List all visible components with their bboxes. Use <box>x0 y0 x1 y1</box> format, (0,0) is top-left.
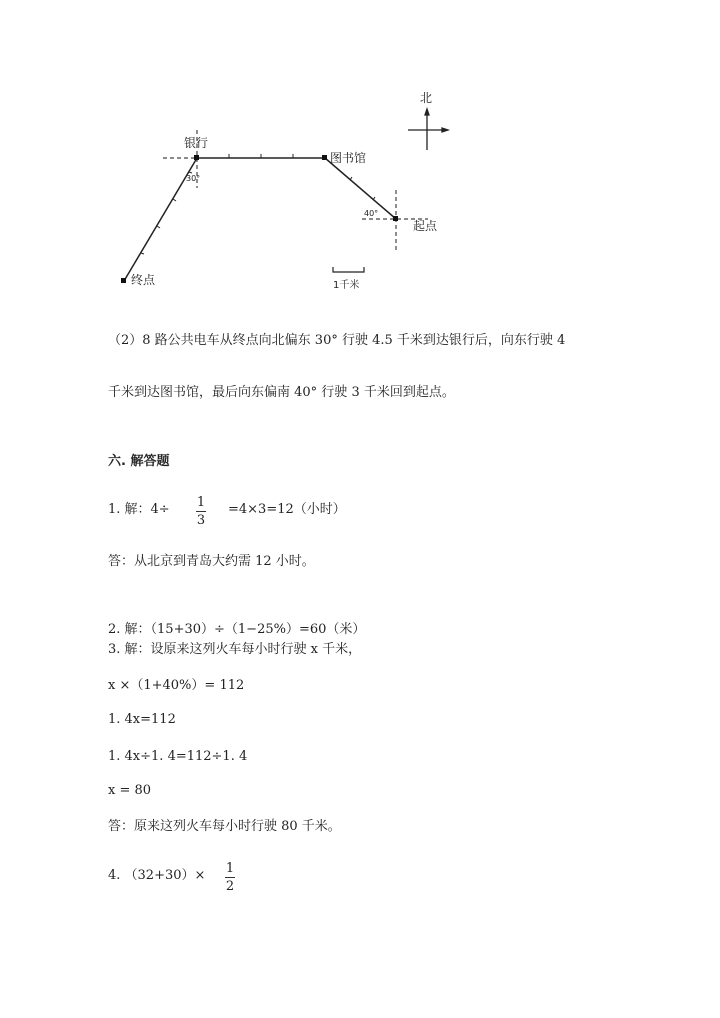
q4-frac-num: 1 <box>225 861 235 876</box>
section-heading: 六. 解答题 <box>108 454 170 469</box>
scale-label: 1千米 <box>333 280 360 291</box>
q1-suffix: =4×3=12（小时） <box>228 502 346 517</box>
end-label: 终点 <box>131 273 156 287</box>
library-label: 图书馆 <box>330 151 367 165</box>
q4-fraction <box>225 861 235 894</box>
q3-line3: 1. 4x=112 <box>108 712 176 727</box>
start-point <box>393 216 398 221</box>
angle-40-label: 40° <box>364 209 379 218</box>
q4-frac-den: 2 <box>225 879 235 894</box>
north-label: 北 <box>420 91 433 105</box>
q1-fraction <box>196 495 206 528</box>
q1-prefix: 1. 解：4÷ <box>108 502 170 517</box>
problem2-line1: （2）8 路公共电车从终点向北偏东 30° 行驶 4.5 千米到达银行后，向东行驶 4 <box>108 333 566 348</box>
q1-frac-den: 3 <box>196 513 206 528</box>
bank-point <box>194 155 199 160</box>
q3-line2: x ×（1+40%）= 112 <box>108 678 245 693</box>
end-point <box>121 278 126 283</box>
q2-line: 2. 解：（15+30）÷（1−25%）=60（米） <box>108 622 366 637</box>
q3-answer: 答：原来这列火车每小时行驶 80 千米。 <box>108 819 341 834</box>
q3-line4: 1. 4x÷1. 4=112÷1. 4 <box>108 749 248 764</box>
tick-marks <box>141 154 375 254</box>
q4-prefix: 4. （32+30）× <box>108 868 206 883</box>
q3-line5: x = 80 <box>108 783 152 798</box>
library-point <box>322 155 327 160</box>
route-map-diagram <box>0 0 720 320</box>
q1-frac-num: 1 <box>196 495 206 510</box>
start-label: 起点 <box>413 219 438 233</box>
q3-line1: 3. 解：设原来这列火车每小时行驶 x 千米， <box>108 642 362 657</box>
route-lines <box>124 158 396 281</box>
problem2-line2: 千米到达图书馆，最后向东偏南 40° 行驶 3 千米回到起点。 <box>108 385 455 400</box>
scale-bar <box>333 267 364 272</box>
compass <box>408 109 448 150</box>
q1-answer: 答：从北京到青岛大约需 12 小时。 <box>108 554 315 569</box>
angle-30-label: 30° <box>186 174 201 183</box>
bank-label: 银行 <box>184 136 209 150</box>
